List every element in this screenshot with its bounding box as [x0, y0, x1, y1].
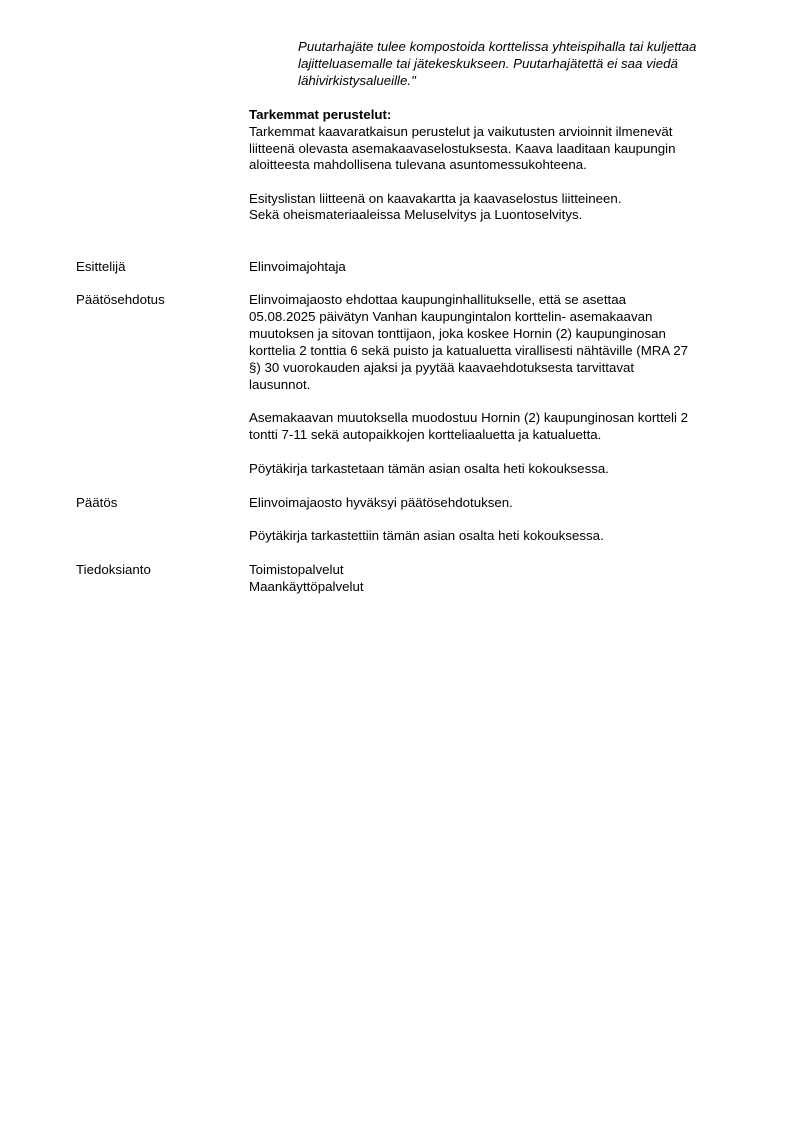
presenter-value: Elinvoimajohtaja	[249, 259, 346, 274]
proposal-text-line: Elinvoimajaosto ehdottaa kaupunginhallitukselle, että se asettaa	[249, 292, 626, 307]
justification-heading: Tarkemmat perustelut:	[249, 107, 392, 122]
quote-line: lajitteluasemalle tai jätekeskukseen. Puutarhajätettä ei saa viedä	[298, 56, 678, 71]
justification-text-line: Tarkemmat kaavaratkaisun perustelut ja vaikutusten arvioinnit ilmenevät	[249, 124, 673, 139]
proposal-text-line: muutoksen ja sitovan tonttijaon, joka koskee Hornin (2) kaupunginosan	[249, 326, 666, 341]
proposal-minutes-line: Pöytäkirja tarkastetaan tämän asian osalta heti kokouksessa.	[249, 461, 609, 476]
justification-text-line: liitteenä olevasta asemakaavaselostuksesta. Kaava laaditaan kaupungin	[249, 141, 676, 156]
notification-recipient: Toimistopalvelut	[249, 562, 344, 577]
proposal-text-line: lausunnot.	[249, 377, 311, 392]
proposal-text-line: §) 30 vuorokauden ajaksi ja pyytää kaavaehdotuksesta tarvittavat	[249, 360, 635, 375]
decision-label: Päätös	[76, 495, 118, 510]
attachments-text-line: Sekä oheismateriaaleissa Meluselvitys ja Luontoselvitys.	[249, 207, 583, 222]
decision-text: Elinvoimajaosto hyväksyi päätösehdotuksen.	[249, 495, 513, 510]
proposal-text-line: tontti 7-11 sekä autopaikkojen kortteliaaluetta ja katualuetta.	[249, 427, 602, 442]
notification-recipient: Maankäyttöpalvelut	[249, 579, 364, 594]
presenter-label: Esittelijä	[76, 259, 126, 274]
proposal-text-line: Asemakaavan muutoksella muodostuu Hornin (2) kaupunginosan kortteli 2	[249, 410, 689, 425]
proposal-text-line: korttelia 2 tonttia 6 sekä puisto ja katualuetta virallisesti nähtäville (MRA 27	[249, 343, 689, 358]
notification-label: Tiedoksianto	[76, 562, 151, 577]
quote-line: lähivirkistysalueille."	[298, 73, 416, 88]
proposal-label: Päätösehdotus	[76, 292, 165, 307]
decision-minutes-line: Pöytäkirja tarkastettiin tämän asian osalta heti kokouksessa.	[249, 528, 604, 543]
quote-line: Puutarhajäte tulee kompostoida korttelissa yhteispihalla tai kuljettaa	[298, 39, 697, 54]
attachments-text-line: Esityslistan liitteenä on kaavakartta ja kaavaselostus liitteineen.	[249, 191, 622, 206]
justification-text-line: aloitteesta mahdollisena tulevana asuntomessukohteena.	[249, 157, 587, 172]
proposal-text-line: 05.08.2025 päivätyn Vanhan kaupungintalon korttelin- asemakaavan	[249, 309, 653, 324]
